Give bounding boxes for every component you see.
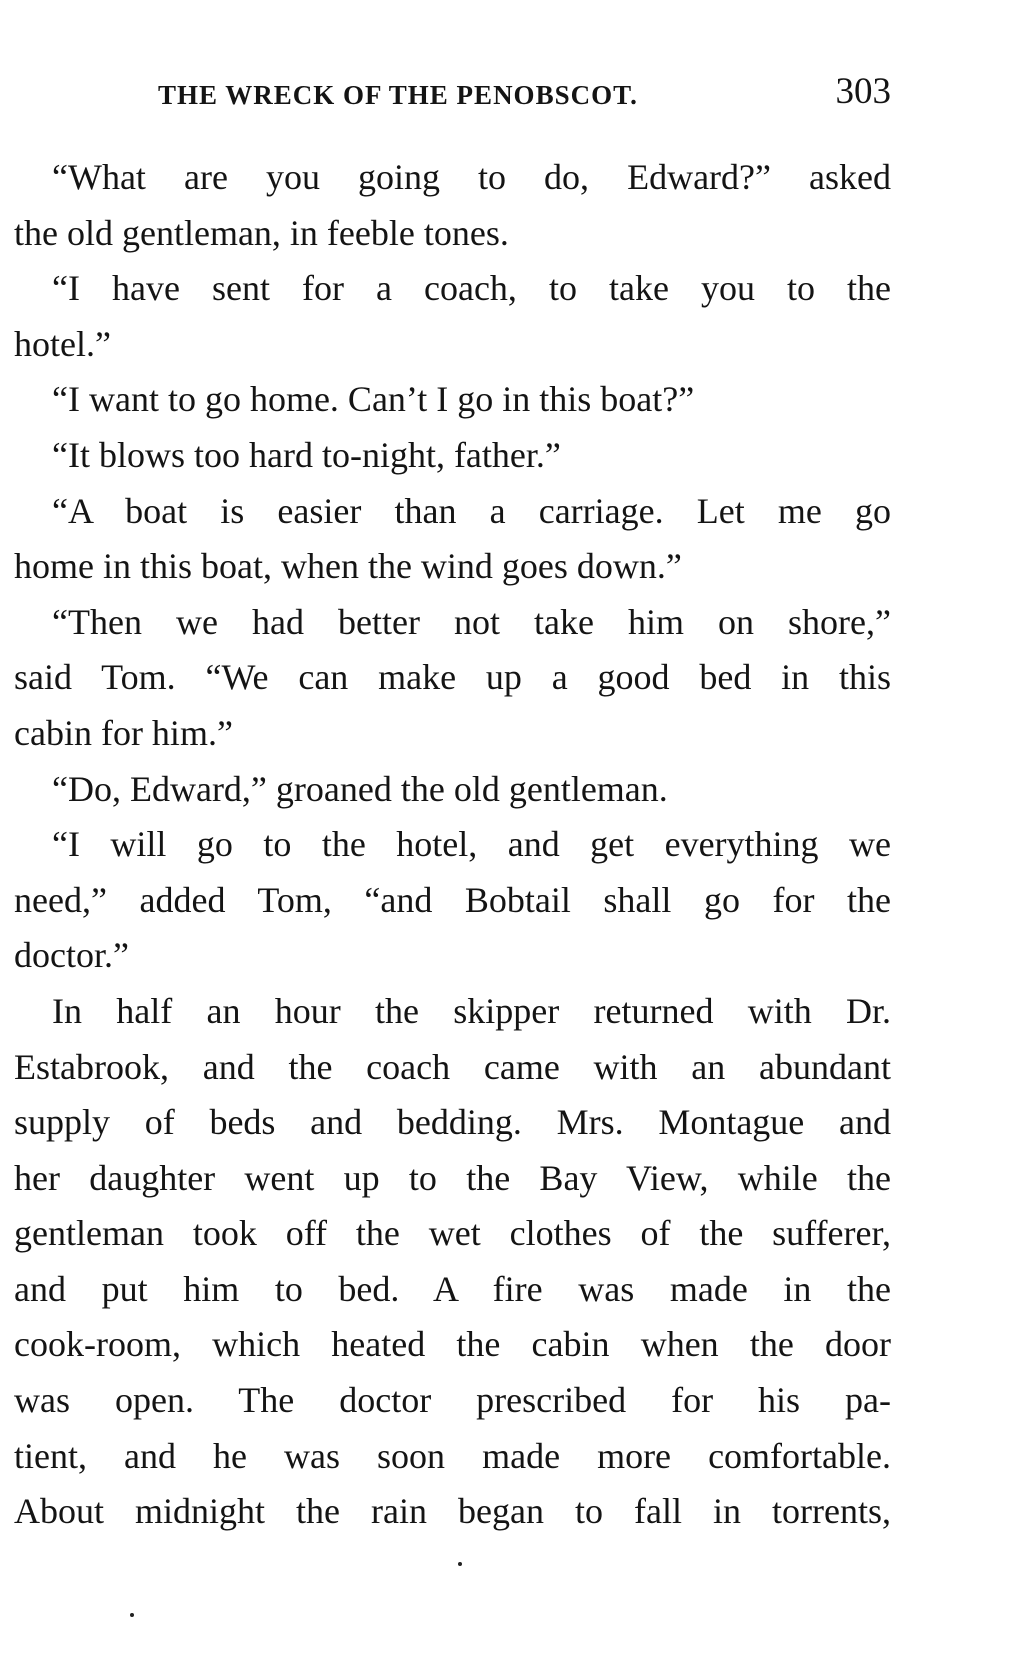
text-line: doctor.”	[14, 935, 129, 976]
text-line: “What are you going to do, Edward?” asked	[52, 157, 891, 197]
text-line: and put him to bed. A fire was made in the	[14, 1268, 891, 1309]
text-line: cook-room, which heated the cabin when the door	[14, 1324, 891, 1365]
text-line: “I will go to the hotel, and get everything we	[52, 824, 891, 865]
text-line: her daughter went up to the Bay View, while the	[14, 1157, 891, 1198]
text-line: “A boat is easier than a carriage. Let me go	[52, 490, 891, 531]
text-line: was open. The doctor prescribed for his pa-	[14, 1380, 891, 1421]
text-line: gentleman took off the wet clothes of the sufferer,	[14, 1213, 891, 1254]
text-line: “Then we had better not take him on shore,”	[52, 601, 891, 642]
text-line: Estabrook, and the coach came with an abundant	[14, 1046, 891, 1087]
text-line: “I want to go home. Can’t I go in this boat?”	[52, 379, 695, 420]
running-head	[158, 70, 891, 116]
print-speck	[458, 1562, 462, 1566]
text-line: said Tom. “We can make up a good bed in this	[14, 657, 891, 698]
text-line: In half an hour the skipper returned with Dr.	[52, 990, 891, 1031]
body-text	[14, 150, 891, 1540]
running-title: THE WRECK OF THE PENOBSCOT.	[158, 80, 638, 110]
text-line: “It blows too hard to-night, father.”	[52, 434, 561, 475]
text-line: “I have sent for a coach, to take you to the	[52, 268, 891, 309]
text-line: tient, and he was soon made more comfortable.	[14, 1435, 891, 1476]
text-line: the old gentleman, in feeble tones.	[14, 212, 509, 253]
text-line: supply of beds and bedding. Mrs. Montague and	[14, 1102, 891, 1143]
text-line: home in this boat, when the wind goes down.”	[14, 546, 682, 587]
text-line: hotel.”	[14, 323, 111, 364]
text-line: “Do, Edward,” groaned the old gentleman.	[52, 768, 668, 809]
text-line: cabin for him.”	[14, 712, 233, 753]
text-line: About midnight the rain began to fall in torrents,	[14, 1491, 891, 1532]
page-number: 303	[835, 71, 891, 112]
print-speck	[130, 1613, 134, 1617]
text-line: need,” added Tom, “and Bobtail shall go for the	[14, 879, 891, 920]
